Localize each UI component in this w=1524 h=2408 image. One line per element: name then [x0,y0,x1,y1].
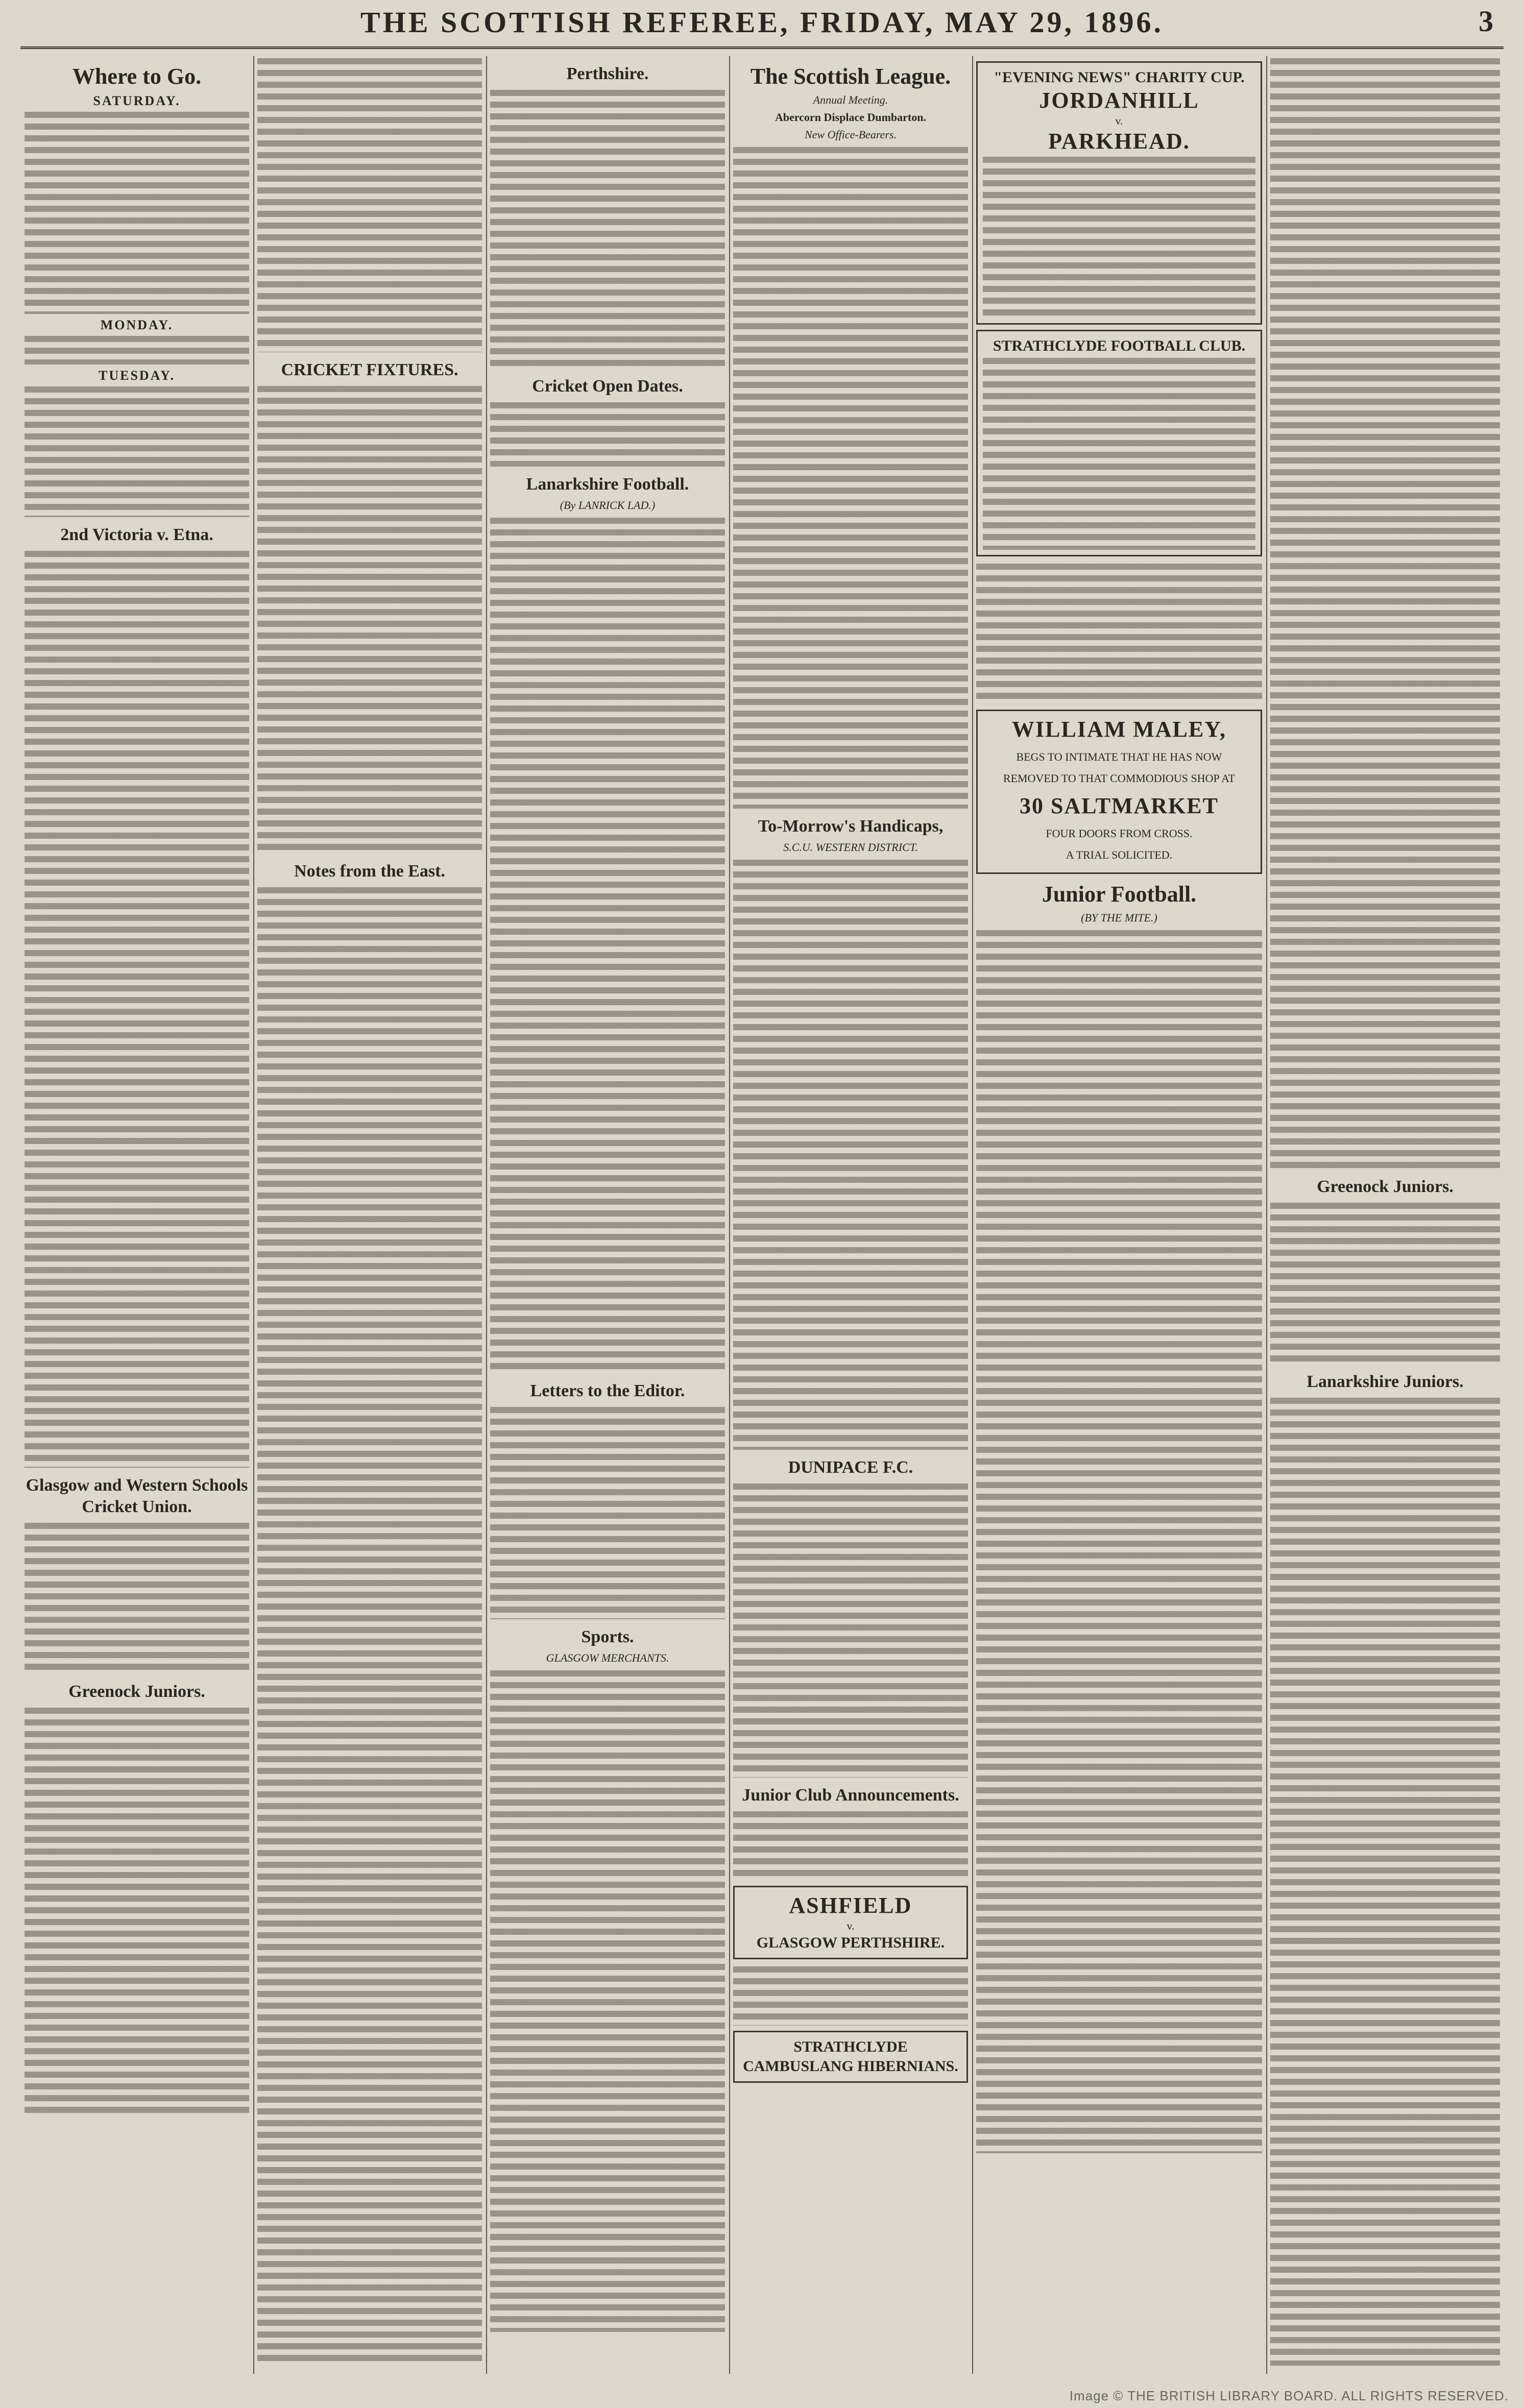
day-heading-tuesday: TUESDAY. [99,368,175,383]
ad-heading: STRATHCLYDE FOOTBALL CLUB. [993,337,1246,354]
advertisement [976,710,1262,874]
text-block [1270,56,1500,1169]
ad-team: ASHFIELD [789,1893,912,1918]
text-block [257,56,482,352]
section-heading-where-to-go: Where to Go. [72,64,202,89]
column-rule [729,56,730,2374]
advertisement [733,1886,968,1959]
section-heading: Greenock Juniors. [1317,1177,1454,1196]
column-rule [486,56,487,2374]
text-block [1270,1201,1500,1364]
page-number: 3 [1479,5,1493,38]
ad-heading: "EVENING NEWS" CHARITY CUP. [994,69,1245,86]
subheading: New Office-Bearers. [804,128,897,141]
masthead [20,0,1504,49]
text-block [257,384,482,854]
text-block [733,145,968,809]
section-heading: DUNIPACE F.C. [788,1458,913,1477]
ad-team: GLASGOW PERTHSHIRE. [756,1934,945,1951]
section-heading: Lanarkshire Football. [526,475,689,494]
column-1 [25,56,249,2374]
text-block [490,1668,725,2332]
subheading: S.C.U. WESTERN DISTRICT. [783,841,918,854]
ad-team: PARKHEAD. [1048,129,1190,154]
ad-team: CAMBUSLANG HIBERNIANS. [743,2058,958,2075]
section-heading: Lanarkshire Juniors. [1307,1372,1464,1391]
text-block [25,1706,249,2114]
text-block [257,885,482,2366]
ad-text: A TRIAL SOLICITED. [1066,848,1173,861]
text-block [25,384,249,517]
ad-heading: WILLIAM MALEY, [1012,717,1226,742]
subheading: Abercorn Displace Dumbarton. [775,111,926,124]
ad-team: JORDANHILL [1039,88,1199,113]
text-block [25,110,249,314]
text-block [25,334,249,364]
text-block [976,928,1262,2153]
section-heading: To-Morrow's Handicaps, [758,817,944,836]
byline: (BY THE MITE.) [1081,911,1157,924]
ad-text: FOUR DOORS FROM CROSS. [1046,827,1193,840]
text-block [1270,1396,1500,2366]
text-block [733,1481,968,1778]
day-heading-saturday: SATURDAY. [93,93,181,108]
text-block [490,88,725,369]
text-block [983,356,1255,550]
text-block [25,1521,249,1674]
text-block [733,1809,968,1881]
column-2 [257,56,482,2374]
column-6 [1270,56,1500,2374]
column-rule [972,56,973,2374]
ad-address: 30 SALTMARKET [1020,793,1219,818]
section-heading: Junior Club Announcements. [742,1786,959,1805]
subheading: Annual Meeting. [813,93,888,106]
byline: (By LANRICK LAD.) [560,499,656,512]
ad-versus: v. [846,1919,855,1932]
section-heading: Greenock Juniors. [68,1682,205,1701]
section-heading: The Scottish League. [750,64,951,89]
column-3 [490,56,725,2374]
copyright-notice: Image © THE BRITISH LIBRARY BOARD. ALL RIGHTS RESERVED. [1069,2388,1509,2403]
text-block [490,1405,725,1619]
subheading: GLASGOW MERCHANTS. [546,1651,669,1664]
page-title: THE SCOTTISH REFEREE, FRIDAY, MAY 29, 1896. [360,6,1164,39]
column-4 [733,56,968,2374]
text-block [490,400,725,467]
column-rule [253,56,254,2374]
section-heading: Letters to the Editor. [530,1381,685,1400]
advertisement [976,61,1262,325]
advertisement [733,2031,968,2083]
day-heading-monday: MONDAY. [100,318,174,332]
section-heading: 2nd Victoria v. Etna. [60,525,213,544]
section-heading: Junior Football. [1042,882,1197,907]
section-heading: Perthshire. [566,64,649,83]
section-heading: Notes from the East. [294,862,445,881]
text-block [25,549,249,1468]
text-block [983,155,1255,318]
text-block [733,858,968,1450]
section-heading: Glasgow and Western Schools Cricket Union. [26,1476,248,1516]
section-heading: CRICKET FIXTURES. [281,360,458,379]
text-block [733,1964,968,2026]
ad-text: REMOVED TO THAT COMMODIOUS SHOP AT [1003,772,1236,785]
advertisement [976,330,1262,556]
column-5 [976,56,1262,2374]
text-block [490,516,725,1373]
text-block [976,562,1262,704]
ad-versus: v. [1115,114,1123,127]
column-rule [1266,56,1267,2374]
section-heading: Cricket Open Dates. [532,377,683,396]
ad-text: BEGS TO INTIMATE THAT HE HAS NOW [1016,750,1222,763]
ad-team: STRATHCLYDE [793,2038,908,2055]
section-heading: Sports. [581,1627,634,1646]
